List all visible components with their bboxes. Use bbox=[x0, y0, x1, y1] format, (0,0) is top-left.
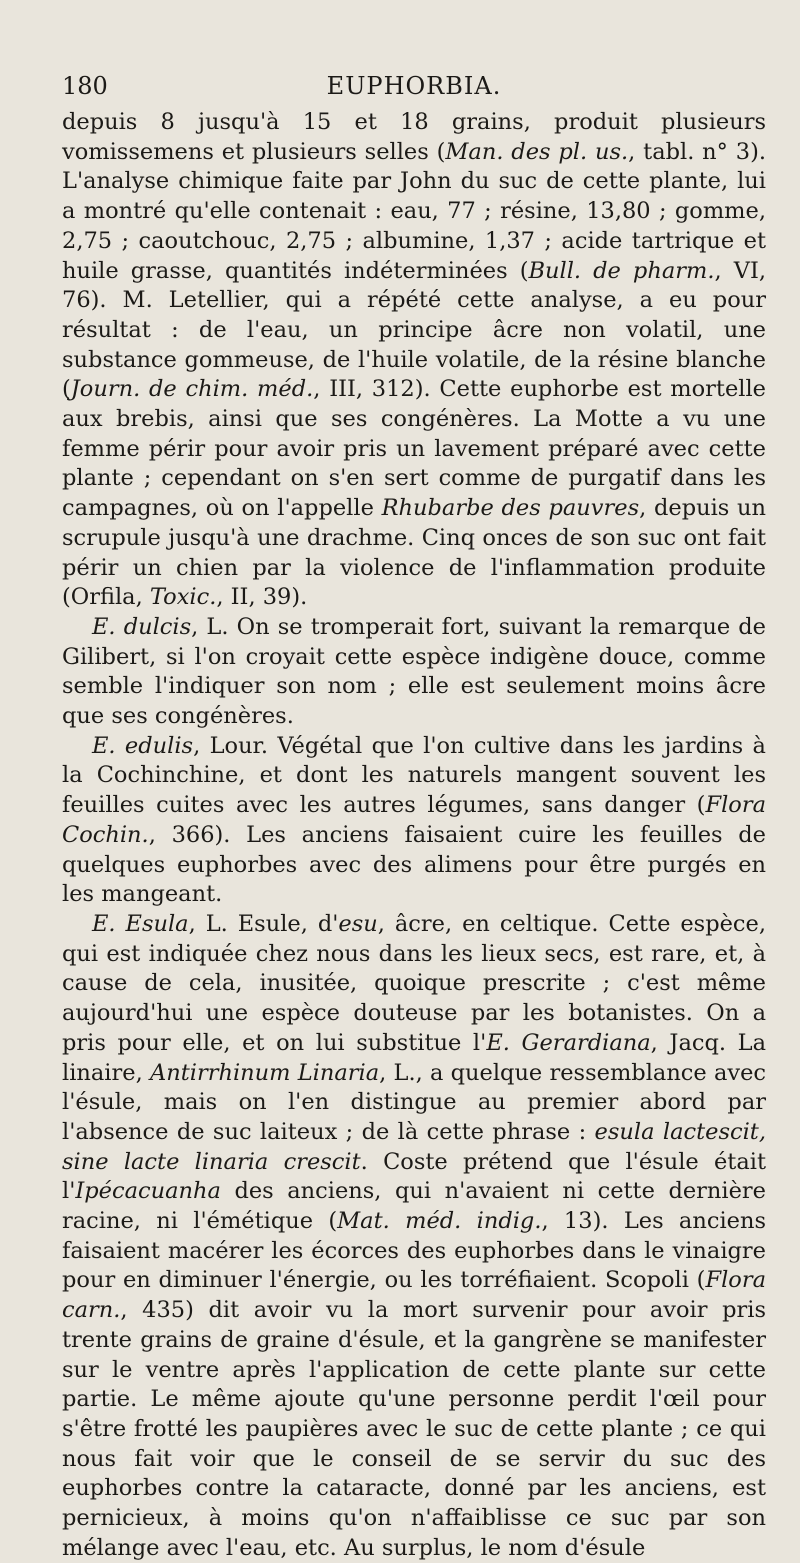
text-run: , Jacq. La linaire, bbox=[62, 1029, 766, 1086]
italic-text: Flora carn. bbox=[62, 1267, 766, 1324]
text-run: , âcre, en celtique. Cette espèce, qui est indiquée chez nous dans les lieux secs, est rare, et, à cause de cela, inusitée, quoique prescrite ; c'est même aujourd'hui une espèce douteuse par les botanistes. On a pris pour elle, et on lui substitue l' bbox=[62, 910, 767, 1056]
text-run: , 366). Les anciens faisaient cuire les feuilles de quelques euphorbes avec des alimens pour être purgés en les mangeant. bbox=[62, 821, 766, 908]
italic-text: Journ. de chim. méd. bbox=[70, 376, 314, 403]
italic-text: esu bbox=[338, 910, 378, 937]
italic-text: E. dulcis bbox=[92, 613, 192, 640]
paragraph bbox=[62, 108, 766, 613]
text-run: , II, 39). bbox=[216, 584, 308, 611]
paragraph bbox=[62, 613, 766, 732]
running-title: EUPHORBIA. bbox=[326, 72, 502, 100]
italic-text: Toxic. bbox=[149, 584, 217, 611]
italic-text: Bull. de pharm. bbox=[528, 257, 715, 284]
italic-text: E. edulis bbox=[92, 732, 194, 759]
italic-text: Rhubarbe des pauvres bbox=[381, 495, 640, 522]
text-run: , L. Esule, d' bbox=[188, 910, 339, 937]
italic-text: E. Gerardiana bbox=[486, 1029, 651, 1056]
italic-text: esula lactescit, sine lacte linaria crescit bbox=[62, 1118, 766, 1175]
text-run: , L. On se tromperait fort, suivant la remarque de Gilibert, si l'on croyait cette espèce indigène douce, comme semble l'indiquer son nom ; elle est seulement moins âcre que ses congénères. bbox=[62, 613, 766, 730]
italic-text: Antirrhinum Linaria bbox=[149, 1059, 380, 1086]
italic-text: Ipécacuanha bbox=[75, 1178, 221, 1205]
text-run: , Lour. Végétal que l'on cultive dans les jardins à la Cochinchine, et dont les naturels mangent souvent les feuilles cuites avec les autres légumes, sans danger ( bbox=[62, 732, 766, 819]
text-run: . Coste prétend que l'ésule était l' bbox=[62, 1148, 767, 1205]
text-run: depuis 8 jusqu'à 15 et 18 grains, produit plusieurs vomissemens et plusieurs selles ( bbox=[62, 109, 766, 165]
paragraph bbox=[62, 732, 766, 910]
text-run: , 13). Les anciens faisaient macérer les écorces des euphorbes dans le vinaigre pour en diminuer l'énergie, ou les torréfiaient. Scopoli ( bbox=[62, 1208, 766, 1294]
italic-text: Flora Cochin. bbox=[62, 792, 766, 848]
body-text bbox=[62, 108, 766, 1563]
page-number: 180 bbox=[62, 72, 108, 100]
paragraph bbox=[62, 910, 766, 1563]
text-run: , tabl. n° 3). L'analyse chimique faite par John du suc de cette plante, lui a montré qu'elle contenait : eau, 77 ; résine, 13,80 ; gomme, 2,75 ; caoutchouc, 2,75 ; albumine, 1,37 ; acide tartrique et huile grasse, quantités indéterminées ( bbox=[62, 138, 766, 284]
italic-text: Man. des pl. us. bbox=[445, 138, 629, 165]
text-run: , depuis un scrupule jusqu'à une drachme. Cinq onces de son suc ont fait périr un chien par la violence de l'inflammation produite (Orfila, bbox=[62, 495, 767, 611]
text-run: des anciens, qui n'avaient ni cette dernière racine, ni l'émétique ( bbox=[62, 1178, 766, 1235]
text-run: , 435) dit avoir vu la mort survenir pour avoir pris trente grains de graine d'ésule, et la gangrène se manifester sur le ventre après l'application de cette plante sur cette partie. Le même ajoute qu'une personne perdit l'œil pour s'être frotté les paupières avec le suc de cette plante ; ce qui nous fait voir que le conseil de se servir du suc des euphorbes contre la cataracte, donné par les anciens, est pernicieux, à moins qu'on n'affaiblisse ce suc par son mélange avec l'eau, etc. Au surplus, le nom d'ésule bbox=[62, 1297, 766, 1561]
text-run: , VI, 76). M. Letellier, qui a répété cette analyse, a eu pour résultat : de l'eau, un principe âcre non volatil, une substance gommeuse, de l'huile volatile, de la résine blanche ( bbox=[62, 257, 766, 403]
text-run: , L., a quelque ressemblance avec l'ésule, mais on l'en distingue au premier abord par l'absence de suc laiteux ; de là cette phrase : bbox=[62, 1059, 766, 1145]
italic-text: Mat. méd. indig. bbox=[337, 1208, 542, 1235]
italic-text: E. Esula bbox=[92, 910, 189, 937]
page-header bbox=[62, 72, 766, 108]
text-run: , III, 312). Cette euphorbe est mortelle aux brebis, ainsi que ses congénères. La Motte a vu une femme périr pour avoir pris un lavement préparé avec cette plante ; cependant on s'en sert comme de purgatif dans les campagnes, où on l'appelle bbox=[62, 376, 766, 522]
